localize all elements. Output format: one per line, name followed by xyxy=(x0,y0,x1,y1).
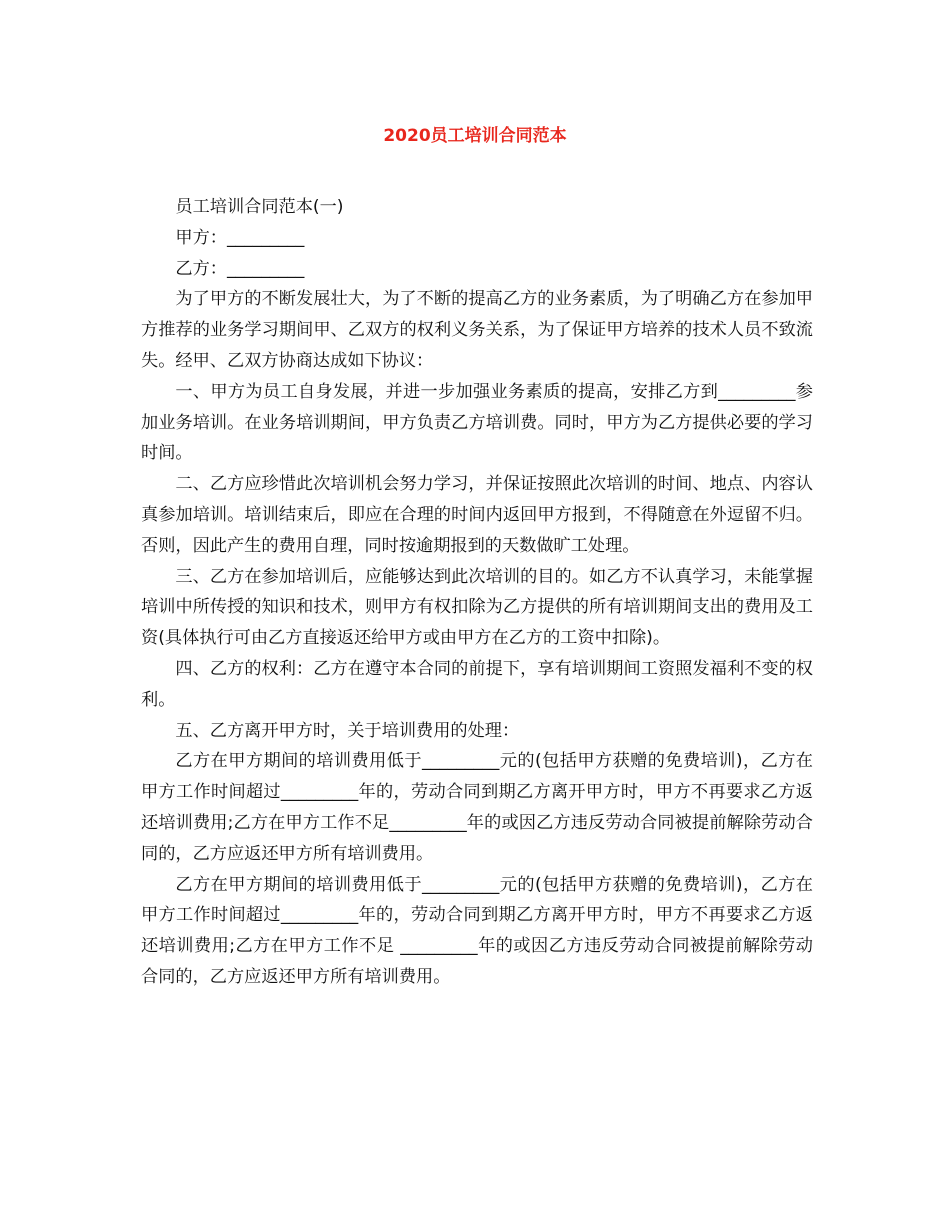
party-b-line: 乙方：_________ xyxy=(175,258,305,279)
clause-3-paragraph: 三、乙方在参加培训后，应能够达到此次培训的目的。如乙方不认真学习，未能掌握培训中所传授的知识和技术，则甲方有权扣除为乙方提供的所有培训期间支出的费用及工资(具体执行可由乙方直接返还给甲方或由甲方在乙方的工资中扣除)。 xyxy=(141,566,813,649)
party-a-line: 甲方：_________ xyxy=(175,227,305,248)
clause-2-paragraph: 二、乙方应珍惜此次培训机会努力学习，并保证按照此次培训的时间、地点、内容认真参加培训。培训结束后，即应在合理的时间内返回甲方报到，不得随意在外逗留不归。否则，因此产生的费用自理，同时按逾期报到的天数做旷工处理。 xyxy=(141,474,813,556)
contract-subtitle: 员工培训合同范本(一) xyxy=(175,197,344,217)
document-title: 2020员工培训合同范本 xyxy=(383,126,567,146)
clause-1-paragraph: 一、甲方为员工自身发展，并进一步加强业务素质的提高，安排乙方到_________参加业务培训。在业务培训期间，甲方负责乙方培训费。同时，甲方为乙方提供必要的学习时间。 xyxy=(141,381,813,464)
clause-4-paragraph: 四、乙方的权利：乙方在遵守本合同的前提下，享有培训期间工资照发福利不变的权利。 xyxy=(141,658,813,710)
clause-5-detail-2: 乙方在甲方期间的培训费用低于_________元的(包括甲方获赠的免费培训)，乙方在甲方工作时间超过_________年的，劳动合同到期乙方离开甲方时，甲方不再要求乙方返还培训费用;乙方在甲方工作不足 _________年的或因乙方违反劳动合同被提前解除劳动合同的，乙方应返还甲方所有培训费用。 xyxy=(141,874,813,987)
clause-5-heading: 五、乙方离开甲方时，关于培训费用的处理： xyxy=(175,720,520,741)
preamble-paragraph: 为了甲方的不断发展壮大，为了不断的提高乙方的业务素质，为了明确乙方在参加甲方推荐的业务学习期间甲、乙双方的权利义务关系，为了保证甲方培养的技术人员不致流失。经甲、乙双方协商达成如下协议： xyxy=(141,289,813,371)
clause-5-detail-1: 乙方在甲方期间的培训费用低于_________元的(包括甲方获赠的免费培训)，乙方在甲方工作时间超过_________年的，劳动合同到期乙方离开甲方时，甲方不再要求乙方返还培训费用;乙方在甲方工作不足_________年的或因乙方违反劳动合同被提前解除劳动合同的，乙方应返还甲方所有培训费用。 xyxy=(141,751,813,864)
document-body xyxy=(141,192,813,993)
